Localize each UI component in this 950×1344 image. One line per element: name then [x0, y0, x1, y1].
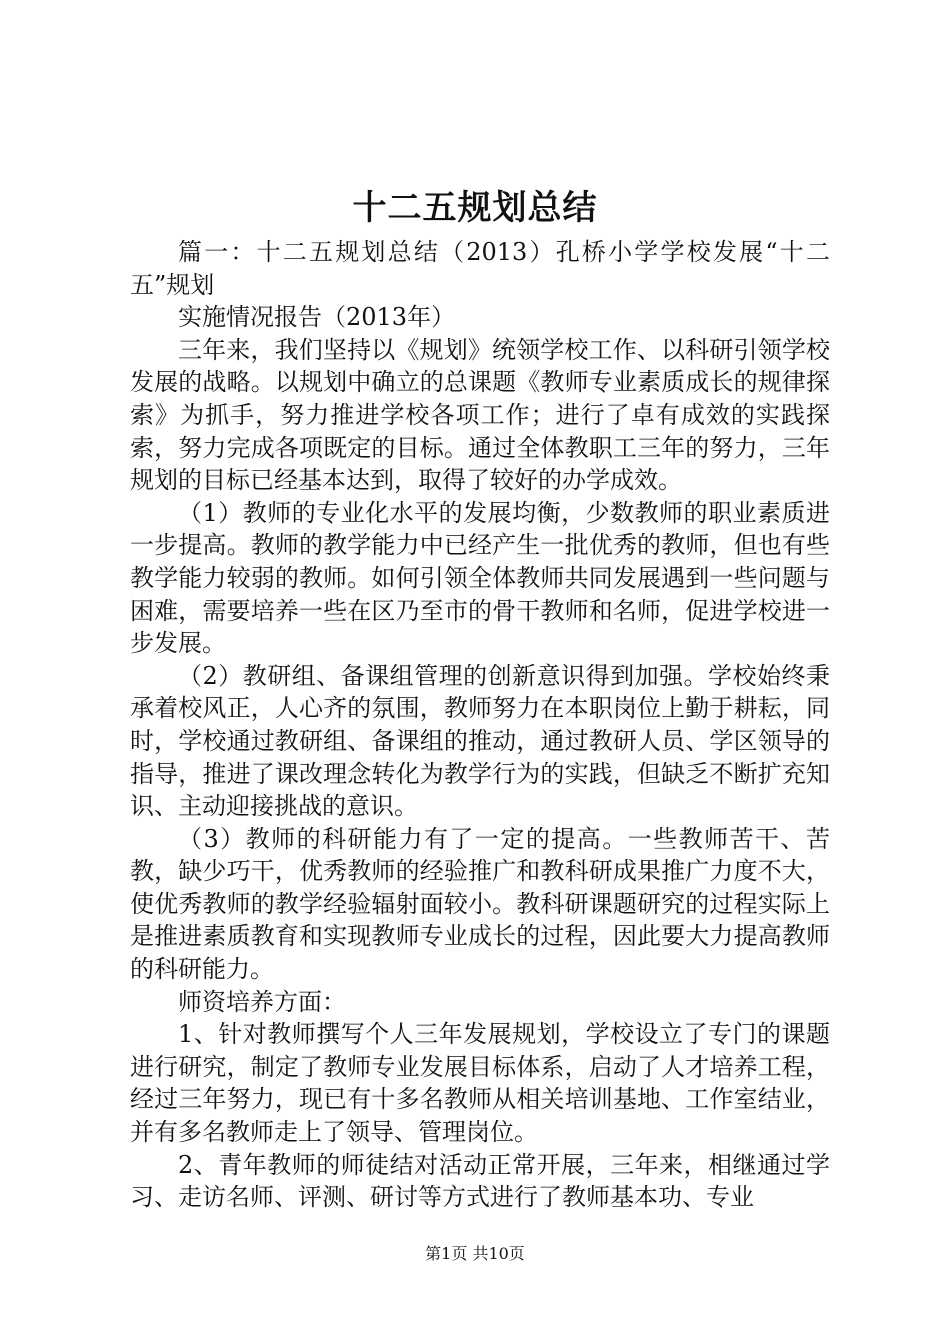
- paragraph-item-2: 2、青年教师的师徒结对活动正常开展，三年来，相继通过学习、走访名师、评测、研讨等方式进行了教师基本功、专业: [130, 1150, 830, 1212]
- document-title: 十二五规划总结: [352, 188, 598, 228]
- paragraph-point-3: （3）教师的科研能力有了一定的提高。一些教师苦干、苦教，缺少巧干，优秀教师的经验推广和教科研成果推广力度不大，使优秀教师的教学经验辐射面较小。教科研课题研究的过程实际上是推进素质教育和实现教师专业成长的过程，因此要大力提高教师的科研能力。: [130, 824, 830, 984]
- paragraph-point-1: （1）教师的专业化水平的发展均衡，少数教师的职业素质进一步提高。教师的教学能力中已经产生一批优秀的教师，但也有些教学能力较弱的教师。如何引领全体教师共同发展遇到一些问题与困难，需要培养一些在区乃至市的骨干教师和名师，促进学校进一步发展。: [130, 498, 830, 658]
- paragraph-heading: 篇一：十二五规划总结（2013）孔桥小学学校发展“十二五”规划: [130, 238, 830, 299]
- paragraph-point-2: （2）教研组、备课组管理的创新意识得到加强。学校始终秉承着校风正，人心齐的氛围，教师努力在本职岗位上勤于耕耘，同时，学校通过教研组、备课组的推动，通过教研人员、学区领导的指导，推进了课改理念转化为教学行为的实践，但缺乏不断扩充知识、主动迎接挑战的意识。: [130, 661, 830, 821]
- paragraph-intro: 三年来，我们坚持以《规划》统领学校工作、以科研引领学校发展的战略。以规划中确立的总课题《教师专业素质成长的规律探索》为抓手，努力推进学校各项工作；进行了卓有成效的实践探索，努力完成各项既定的目标。通过全体教职工三年的努力，三年规划的目标已经基本达到，取得了较好的办学成效。: [130, 335, 830, 495]
- paragraph-item-1: 1、针对教师撰写个人三年发展规划，学校设立了专门的课题进行研究，制定了教师专业发展目标体系，启动了人才培养工程，经过三年努力，现已有十多名教师从相关培训基地、工作室结业，并有多名教师走上了领导、管理岗位。: [130, 1020, 830, 1147]
- paragraph-section-heading: 师资培养方面：: [178, 987, 346, 1016]
- document-body: [130, 236, 830, 1214]
- page-footer: 第1页 共10页: [425, 1244, 525, 1263]
- paragraph-report-title: 实施情况报告（2013年）: [178, 303, 456, 332]
